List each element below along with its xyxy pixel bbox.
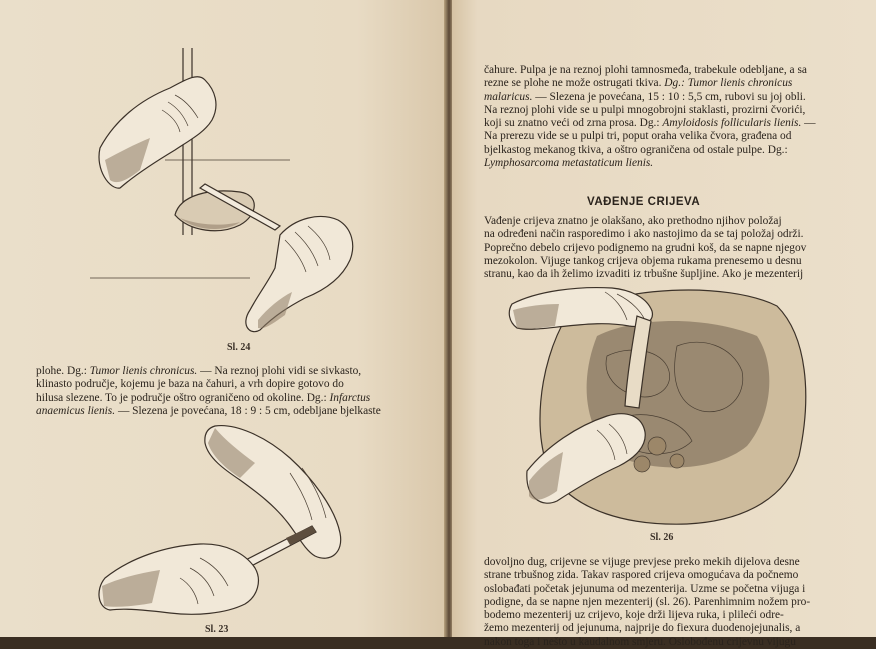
text-line: žemo mezenterij od jejunuma, najprije do fiexura duodenojejunalis, a — [484, 622, 801, 635]
text-line: na određeni način rasporedimo i ako nastojimo da se taj položaj održi. — [484, 228, 804, 241]
italic-term: Amyloidosis follicularis lienis. — [662, 117, 802, 130]
text-line: plohe. Dg.: Tumor lienis chronicus. — Na reznoj plohi vidi se sivkasto, — [36, 365, 362, 377]
right-top-paragraph — [484, 64, 874, 170]
text-line: strane trbušnog zida. Takav raspored crijeva omogućava da počnemo — [484, 569, 799, 582]
fig23-illustration — [90, 418, 360, 623]
fig24-illustration — [80, 40, 380, 345]
right-section-paragraph — [484, 215, 874, 281]
section-heading: VAĐENJE CRIJEVA — [587, 196, 701, 208]
text-line: dovoljno dug, crijevne se vijuge prevjese preko mekih dijelova desne — [484, 556, 800, 568]
right-page — [452, 0, 876, 648]
text-line: Poprečno debelo crijevo podignemo na grudni koš, da se napne njegov — [484, 241, 807, 254]
italic-term: anaemicus lienis. — [36, 404, 116, 417]
left-paragraph — [36, 365, 408, 418]
italic-term: Lymphosarcoma metastaticum lienis. — [484, 157, 654, 170]
fig24-caption: Sl. 24 — [227, 342, 251, 353]
fig26-illustration — [507, 276, 817, 528]
text-line: Vađenje crijeva znatno je olakšano, ako prethodno njihov položaj — [484, 215, 782, 227]
left-page — [0, 0, 446, 637]
text-line: nakon toga i nešto u kaudalnom smjeru. Oslobođenu crijevnu vijugu — [484, 635, 796, 648]
text-line: čahure. Pulpa je na reznoj plohi tamnosmeđa, trabekule odebljane, a sa — [484, 64, 807, 76]
fig23-caption: Sl. 23 — [205, 624, 229, 635]
italic-term: malaricus. — [484, 90, 533, 103]
text-line: koji su znatno veći od zrna prosa. Dg.: Amyloidosis follicularis lienis. — — [484, 117, 816, 130]
text-line: Na prerezu vide se u pulpi tri, poput oraha velika čvora, građena od — [484, 130, 792, 143]
text-line — [484, 157, 874, 170]
text-line: hilusa slezene. To je područje oštro ograničeno od okoline. Dg.: Infarctus — [36, 391, 371, 404]
text-line: klinasto područje, kojemu je baza na čahuri, a vrh dopire gotovo do — [36, 378, 344, 391]
italic-term: Infarctus — [329, 391, 371, 404]
fig26-caption: Sl. 26 — [650, 532, 674, 543]
text-line: anaemicus lienis. — Slezena je povećana, 18 : 9 : 5 cm, odebljane bjelkaste — [36, 404, 381, 417]
text-line: Na reznoj plohi vide se u pulpi mnogobrojni staklasti, prozirni čvorići, — [484, 103, 806, 116]
text-line: oslobađati početak jejunuma od mezenterija. Uzme se početna vijuga i — [484, 582, 806, 595]
text-line: malaricus. — Slezena je povećana, 15 : 10 : 5,5 cm, rubovi su joj obli. — [484, 90, 806, 103]
italic-term: Dg.: Tumor lienis chronicus — [664, 77, 793, 90]
text-line: bodemo mezenterij uz crijevo, koje drži lijeva ruka, i plileći odre- — [484, 609, 784, 622]
italic-term: Tumor lienis chronicus. — [89, 365, 198, 377]
text-line: stranu, kao da ih želimo izvaditi iz trbušne šupljine. Ako je mezenterij — [484, 268, 804, 281]
text-line: mezokolon. Vijuge tankog crijeva objema rukama prenesemo u desnu — [484, 254, 802, 267]
text-line: bjelkastog mekanog tkiva, a oštro ograničena od ostale pulpe. Dg.: — [484, 143, 788, 156]
text-line: podigne, da se napne njen mezenterij (sl. 26). Parenhimnim nožem pro- — [484, 595, 811, 608]
text-line: rezne se plohe ne može ostrugati tkiva. Dg.: Tumor lienis chronicus — [484, 77, 793, 90]
right-bottom-paragraph — [484, 556, 874, 649]
